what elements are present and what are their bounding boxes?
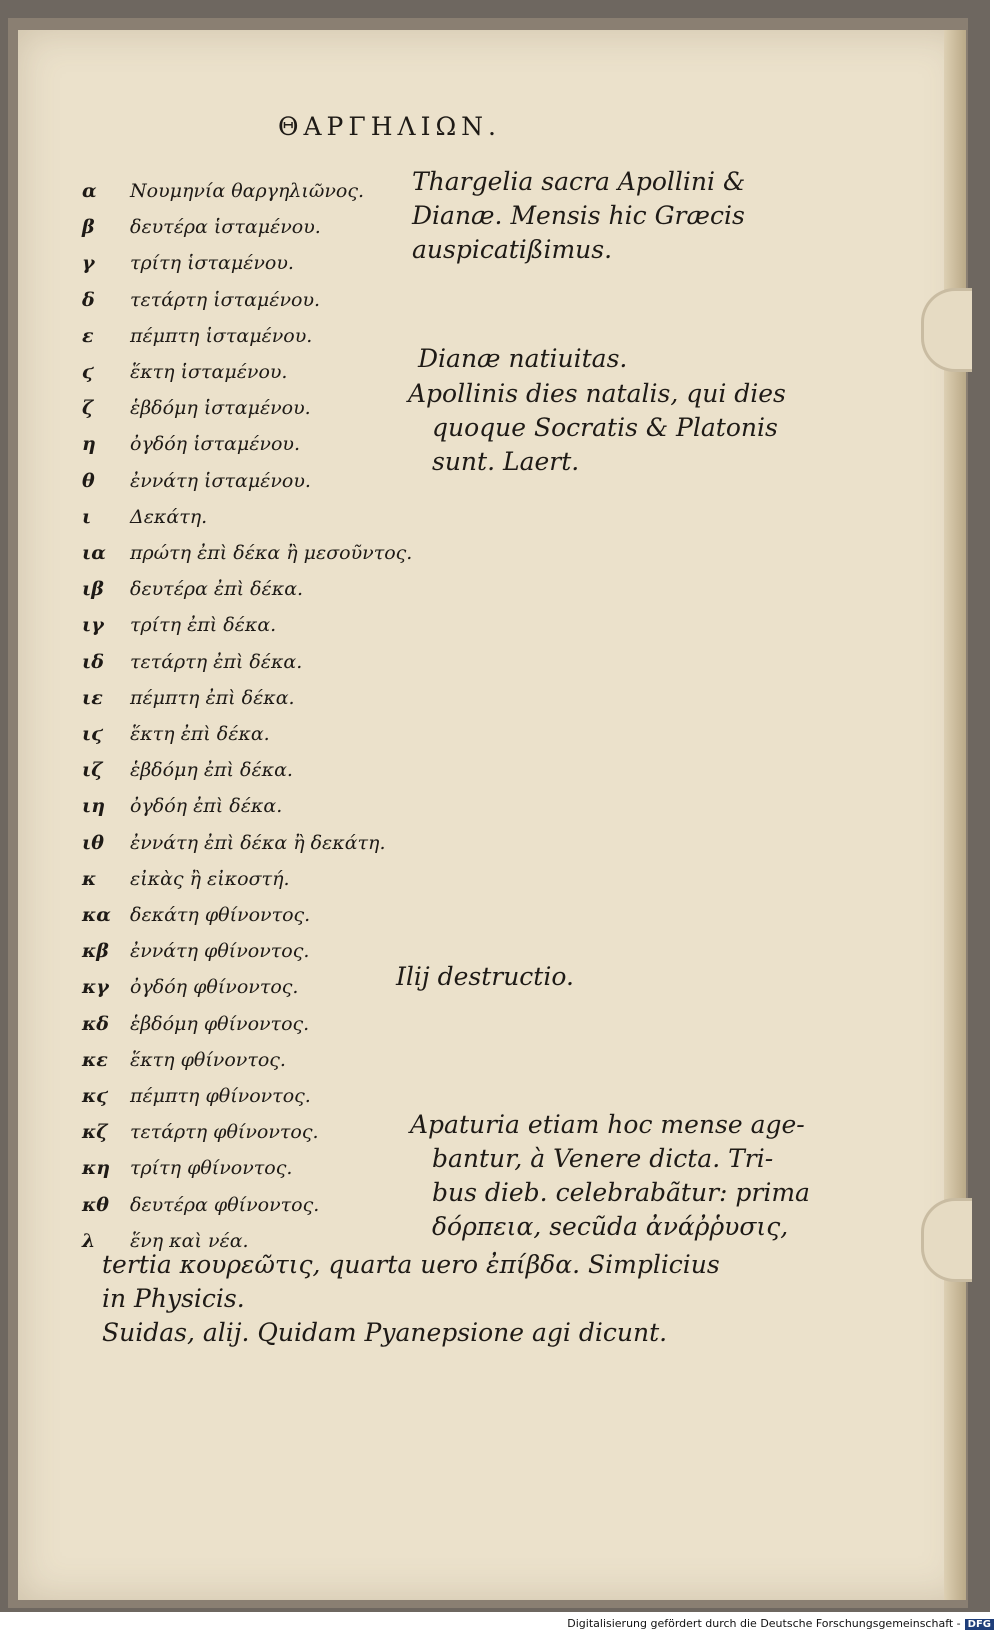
day-number: δ xyxy=(82,288,95,311)
note-line: Apollinis dies natalis, qui dies xyxy=(408,379,786,408)
day-row xyxy=(0,1013,900,1047)
day-number: κϛ xyxy=(82,1085,108,1107)
page-tab-bottom xyxy=(921,1198,972,1282)
day-greek-name: ἐννάτη ἱσταμένου. xyxy=(130,469,311,492)
day-number: ιδ xyxy=(82,650,104,673)
day-greek-name: πρώτη ἐπὶ δέκα ἢ μεσοῦντος. xyxy=(130,542,413,564)
note-diana: Dianæ natiuitas. xyxy=(418,344,628,373)
day-greek-name: Δεκάτη. xyxy=(130,505,208,528)
day-number: κθ xyxy=(82,1193,109,1216)
day-number: ε xyxy=(82,324,94,347)
note-line: bantur, à Venere dicta. Tri- xyxy=(432,1144,774,1173)
day-row xyxy=(0,651,900,685)
day-number: κβ xyxy=(82,940,109,963)
day-number: κζ xyxy=(82,1121,108,1144)
note-line: quoque Socratis & Platonis xyxy=(432,413,778,442)
day-greek-name: τρίτη ἐπὶ δέκα. xyxy=(130,614,277,637)
day-number: ιε xyxy=(82,686,103,709)
day-greek-name: δευτέρα φθίνοντος. xyxy=(130,1193,320,1216)
day-greek-name: εἰκὰς ἢ εἰκοστή. xyxy=(130,867,290,890)
note-apaturia xyxy=(410,1108,810,1244)
day-greek-name: ἕκτη ἱσταμένου. xyxy=(130,361,288,383)
day-row xyxy=(0,687,900,721)
day-greek-name: πέμπτη ἐπὶ δέκα. xyxy=(130,686,295,709)
day-number: ιζ xyxy=(82,759,103,782)
page-edge xyxy=(944,30,966,1600)
day-row xyxy=(0,289,900,323)
day-greek-name: τρίτη ἱσταμένου. xyxy=(130,252,294,275)
day-greek-name: ἑβδόμη ἱσταμένου. xyxy=(130,397,311,420)
day-number: λ xyxy=(82,1229,96,1252)
day-number: β xyxy=(82,216,95,239)
day-number: ι xyxy=(82,505,92,528)
note-line: sunt. Laert. xyxy=(432,447,580,476)
day-greek-name: ἑβδόμη φθίνοντος. xyxy=(130,1012,310,1035)
day-greek-name: τετάρτη φθίνοντος. xyxy=(130,1121,319,1144)
day-number: κε xyxy=(82,1048,108,1071)
day-row xyxy=(0,1049,900,1083)
day-greek-name: πέμπτη φθίνοντος. xyxy=(130,1085,311,1107)
day-number: ϛ xyxy=(82,361,94,383)
day-number: κδ xyxy=(82,1012,109,1035)
day-number: ιη xyxy=(82,795,106,818)
note-line: Thargelia sacra Apollini & xyxy=(412,167,746,196)
day-greek-name: τετάρτη ἱσταμένου. xyxy=(130,288,321,311)
day-greek-name: ἐννάτη ἐπὶ δέκα ἢ δεκάτη. xyxy=(130,831,386,854)
note-line: Dianæ. Mensis hic Græcis xyxy=(412,201,745,230)
note-line: δόρπεια, secũda ἀνάῤῥυσις, xyxy=(432,1212,789,1241)
day-greek-name: πέμπτη ἱσταμένου. xyxy=(130,324,313,347)
day-greek-name: ἐννάτη φθίνοντος. xyxy=(130,940,310,963)
day-number: ιβ xyxy=(82,578,104,601)
dfg-logo: DFG xyxy=(965,1619,994,1630)
day-number: ιγ xyxy=(82,614,104,637)
note-line: auspicatißimus. xyxy=(412,235,613,264)
day-row xyxy=(0,723,900,757)
day-row xyxy=(0,795,900,829)
day-number: κα xyxy=(82,904,111,926)
day-greek-name: ἕκτη φθίνοντος. xyxy=(130,1048,286,1071)
day-number: θ xyxy=(82,469,95,492)
digitization-credit xyxy=(567,1617,994,1630)
note-line: bus dieb. celebrabãtur: prima xyxy=(432,1178,810,1207)
day-greek-name: ὀγδόη ἱσταμένου. xyxy=(130,433,300,456)
day-greek-name: τρίτη φθίνοντος. xyxy=(130,1157,293,1180)
day-row xyxy=(0,578,900,612)
day-number: γ xyxy=(82,252,95,275)
day-greek-name: Νουμηνία θαργηλιῶνος. xyxy=(130,180,365,202)
day-number: η xyxy=(82,433,96,456)
day-greek-name: ἕκτη ἐπὶ δέκα. xyxy=(130,723,270,745)
day-greek-name: ἑβδόμη ἐπὶ δέκα. xyxy=(130,759,293,782)
day-row xyxy=(0,506,900,540)
day-number: ιθ xyxy=(82,831,104,854)
page-heading: ΘΑΡΓΗΛΙΩΝ. xyxy=(278,112,501,141)
day-number: ζ xyxy=(82,397,94,420)
note-apollo xyxy=(408,377,786,479)
day-row xyxy=(0,832,900,866)
day-number: κ xyxy=(82,867,97,890)
day-greek-name: δευτέρα ἐπὶ δέκα. xyxy=(130,578,304,601)
day-row xyxy=(0,868,900,902)
footer-line: tertia κουρεῶτις, quarta uero ἐπίβδα. Simplicius in Physicis. xyxy=(102,1250,720,1313)
day-number: α xyxy=(82,180,97,202)
day-row xyxy=(0,759,900,793)
day-greek-name: τετάρτη ἐπὶ δέκα. xyxy=(130,650,303,673)
day-greek-name: ὀγδόη ἐπὶ δέκα. xyxy=(130,795,283,818)
day-row xyxy=(0,904,900,938)
day-greek-name: δεκάτη φθίνοντος. xyxy=(130,904,311,926)
day-greek-name: ὀγδόη φθίνοντος. xyxy=(130,976,299,999)
day-row xyxy=(0,614,900,648)
day-number: κγ xyxy=(82,976,109,999)
day-number: κη xyxy=(82,1157,111,1180)
note-ilium: Ilij destructio. xyxy=(396,962,574,991)
footer-text xyxy=(102,1248,742,1350)
note-thargelia xyxy=(412,165,745,267)
page-tab-top xyxy=(921,288,972,372)
footer-line: Suidas, alij. Quidam Pyanepsione agi dicunt. xyxy=(102,1318,668,1347)
day-greek-name: ἕνη καὶ νέα. xyxy=(130,1229,249,1252)
note-line: Apaturia etiam hoc mense age- xyxy=(410,1110,805,1139)
day-greek-name: δευτέρα ἱσταμένου. xyxy=(130,216,321,239)
credit-text: Digitalisierung gefördert durch die Deutsche Forschungsgemeinschaft - xyxy=(567,1617,961,1630)
day-number: ια xyxy=(82,542,106,564)
day-number: ιϛ xyxy=(82,723,103,745)
day-row xyxy=(0,542,900,576)
